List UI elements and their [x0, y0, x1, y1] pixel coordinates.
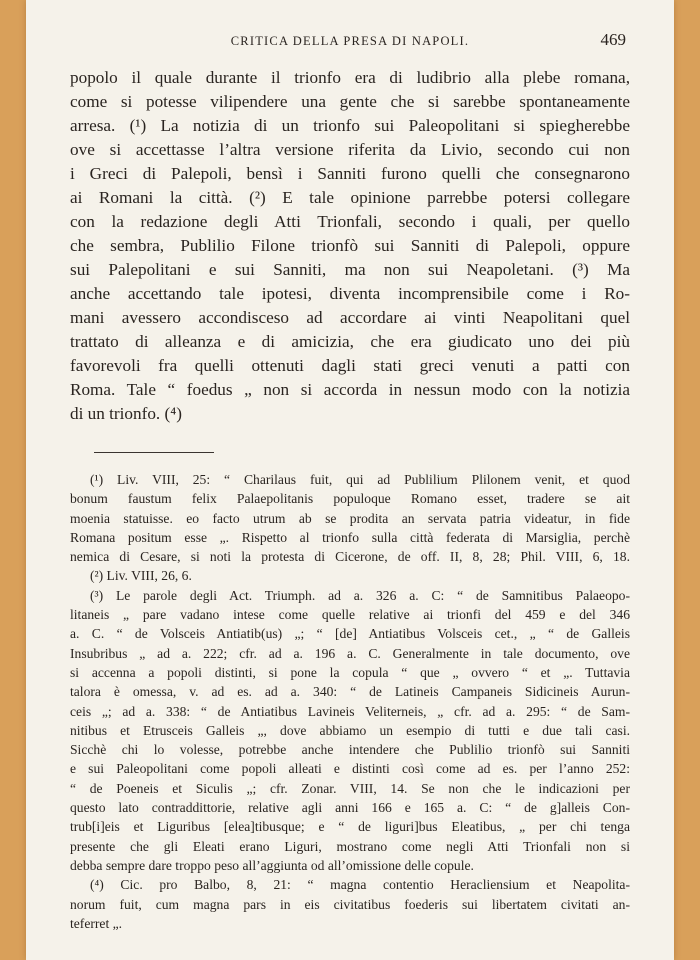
footnote-line: a. C. “ de Volsceis Antiatib(us) „; “ [de] Antiatibus Volsceis cet., „ “ de Galleis	[70, 626, 630, 642]
text-line: i Greci di Palepoli, bensì i Sanniti furono quelli che consegnarono	[70, 164, 630, 183]
footnotes	[70, 470, 630, 933]
text-line: di un trionfo. (⁴)	[70, 404, 182, 423]
footnote-line: (²) Liv. VIII, 26, 6.	[90, 568, 192, 584]
footnote-line: nitibus et Etrusceis Galleis „, dove abbiamo un esempio di tutti e due tali casi.	[70, 722, 630, 738]
footnote-line: “ de Poeneis et Siculis „; cfr. Zonar. VIII, 14. Se non che le indicazioni per	[70, 780, 630, 796]
text-line: sui Palepolitani e sui Sanniti, ma non sui Neapoletani. (³) Ma	[70, 260, 630, 279]
footnote-1	[70, 470, 630, 566]
text-line: arresa. (¹) La notizia di un trionfo sui Paleopolitani si spiegherebbe	[70, 116, 630, 135]
footnote-line: ceis „; ad a. 338: “ de Antiatibus Lavineis Veliterneis, „ cfr. ad a. 295: “ de Sam-	[70, 703, 630, 719]
footnote-line: trub[i]eis et Liguribus [elea]tibusque; e “ de liguri]bus Eleatibus, „ per chi tenga	[70, 819, 630, 835]
footnote-line: Sicchè chi lo volesse, potrebbe anche intendere che Publilio trionfò sui Sanniti	[70, 742, 630, 758]
footnote-line: litaneis „ pare vadano intese come quelle relative ai trionfi del 459 e del 346	[70, 607, 630, 623]
footnote-line: teferret „.	[70, 915, 123, 931]
book-page	[26, 0, 674, 960]
footnote-line: (³) Le parole degli Act. Triumph. ad a. 326 a. C: “ de Samnitibus Palaeopo-	[90, 587, 630, 603]
footnote-line: presente che gli Eleati erano Liguri, mostrano come negli Atti Trionfali non si	[70, 838, 630, 854]
footnote-line: norum fuit, cum magna pars in eis civitatibus foederis sui libertatem civitati an-	[70, 896, 630, 912]
text-line: anche accettando tale ipotesi, diventa incomprensibile come i Ro-	[70, 284, 630, 303]
footnote-line: Insubribus „ ad a. 222; cfr. ad a. 196 a. C. Generalmente in tale documento, ove	[70, 645, 630, 661]
footnote-4	[70, 875, 630, 933]
footnote-line: debba sempre dare troppo peso all’aggiunta od all’omissione delle copule.	[70, 857, 474, 873]
footnote-line: si accenna a popoli distinti, si pone la copula “ que „ ovvero “ et „. Tuttavia	[70, 664, 630, 680]
text-line: come si potesse vilipendere una gente che si sarebbe spontaneamente	[70, 92, 630, 111]
text-line: con la redazione degli Atti Trionfali, secondo i quali, per quello	[70, 212, 630, 231]
footnote-line: questo lato contraddittorie, relative agli anni 166 e 165 a. C: “ de g]alleis Con-	[70, 800, 630, 816]
footnote-line: (¹) Liv. VIII, 25: “ Charilaus fuit, qui ad Publilium Plilonem venit, et quod	[90, 472, 630, 487]
footnote-line: moenia statuisse. eo facto utrum ab se prodita an servata patria videatur, in fide	[70, 510, 630, 526]
footnote-line: Romana positum esse „. Rispetto al trionfo sulla città federata di Marsiglia, perchè	[70, 529, 630, 545]
text-line: favorevoli fra quelli ottenuti dagli stati greci venuti a patti con	[70, 356, 630, 375]
text-line: mani avessero accondisceso ad accordare ai vinti Neapolitani quel	[70, 308, 630, 327]
footnote-2	[70, 566, 630, 585]
footnote-divider	[94, 452, 214, 453]
text-line: popolo il quale durante il trionfo era di ludibrio alla plebe romana,	[70, 68, 630, 87]
main-text	[70, 66, 630, 426]
footnote-3	[70, 586, 630, 875]
page-header	[26, 30, 674, 58]
footnote-line: nemica di Cesare, si noti la protesta di Cicerone, de off. II, 8, 28; Phil. VIII, 6, 18.	[70, 549, 630, 565]
text-line: trattato di alleanza e di amicizia, che era giudicato uno dei più	[70, 332, 630, 351]
text-line: ove si accettasse l’altra versione riferita da Livio, secondo cui non	[70, 140, 630, 159]
running-title: CRITICA DELLA PRESA DI NAPOLI.	[230, 34, 470, 48]
footnote-line: bonum faustum felix Palaepolitanis populoque Romano esset, tradere se ait	[70, 491, 630, 507]
page-number: 469	[600, 30, 626, 49]
text-line: che sembra, Publilio Filone trionfò sui Sanniti di Palepoli, oppure	[70, 236, 630, 255]
text-line: Roma. Tale “ foedus „ non si accorda in nessun modo con la notizia	[70, 380, 630, 399]
footnote-line: (⁴) Cic. pro Balbo, 8, 21: “ magna contentio Heracliensium et Neapolita-	[90, 877, 630, 893]
footnote-line: talora è omessa, v. ad es. ad a. 340: “ de Latineis Campaneis Sidicineis Aurun-	[70, 684, 630, 700]
text-line: ai Romani la città. (²) E tale opinione parrebbe potersi collegare	[70, 188, 630, 207]
footnote-line: e sui Paleopolitani come popoli alleati e distinti così come ad es. per l’anno 252:	[70, 761, 630, 777]
